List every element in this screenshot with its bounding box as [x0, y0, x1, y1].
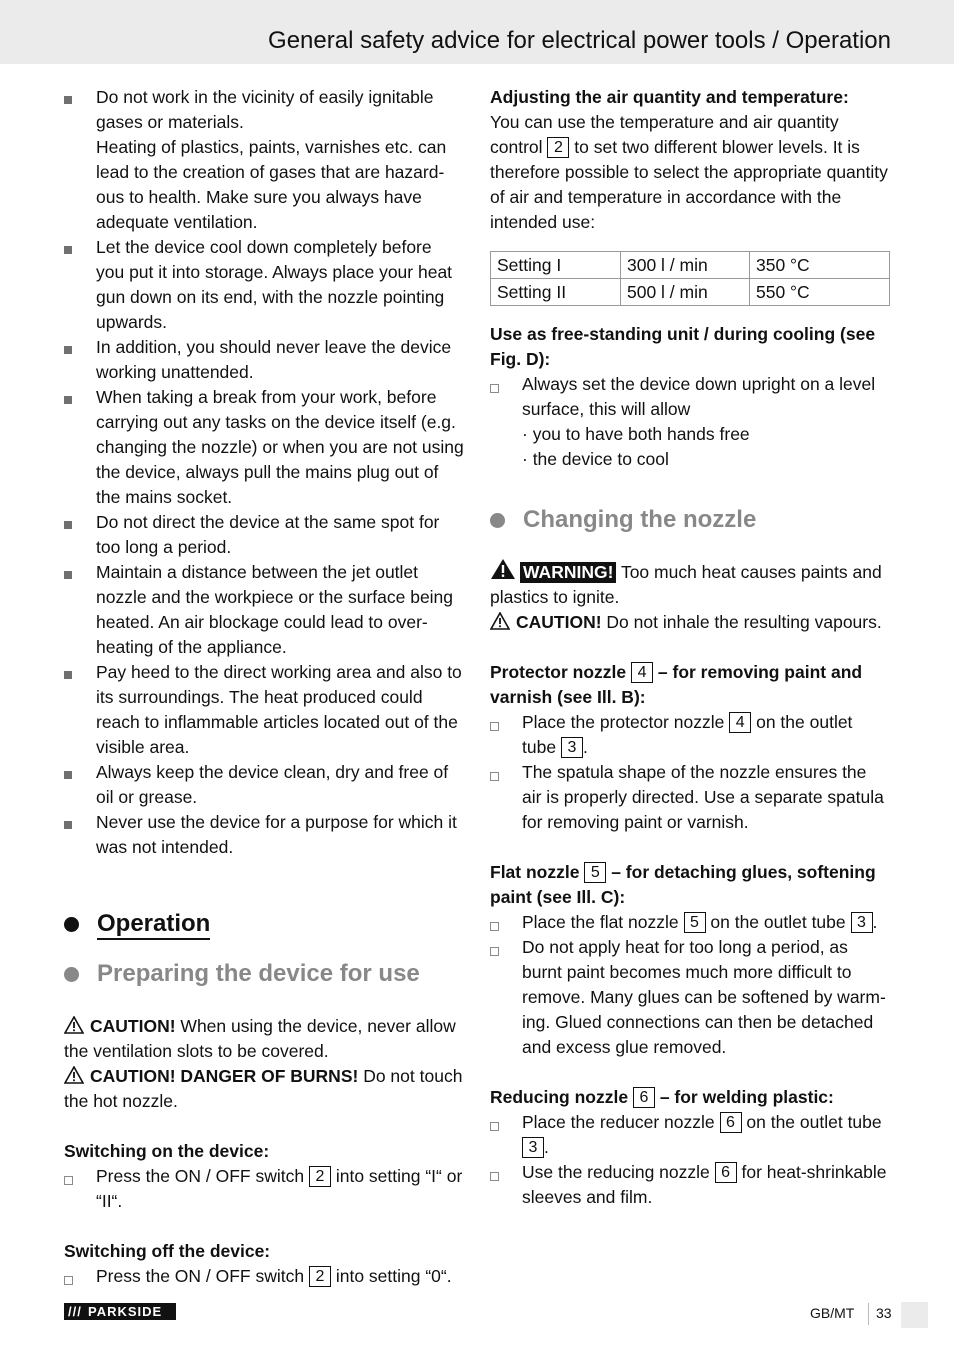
list-item: The spatula shape of the nozzle ensures the air is properly directed. Use a separate spatula for removing paint or varnish. [490, 760, 890, 835]
logo-stripes-icon: /// [68, 1304, 82, 1319]
changing-nozzle-heading: Changing the nozzle [490, 495, 890, 545]
table-row: Setting II 500 l / min 550 °C [491, 279, 890, 306]
brand-logo: /// PARKSIDE [64, 1303, 176, 1320]
ref-box: 6 [715, 1162, 737, 1183]
footer-language: GB/MT [810, 1305, 855, 1321]
footer-divider [868, 1303, 869, 1325]
list-item: Maintain a distance between the jet outlet nozzle and the workpiece or the surface being heated. An air blockage could lead to over-heating of the appliance. [64, 560, 464, 660]
list-item: Never use the device for a purpose for which it was not intended. [64, 810, 464, 860]
preparing-heading: Preparing the device for use [64, 949, 464, 999]
list-item: Always keep the device clean, dry and free of oil or grease. [64, 760, 464, 810]
caution-ventilation: CAUTION! When using the device, never allow the ventilation slots to be covered. [64, 1016, 456, 1061]
ref-box: 5 [684, 912, 706, 933]
page-title: General safety advice for electrical power tools / Operation [268, 27, 891, 54]
list-item: Do not apply heat for too long a period, as burnt paint becomes much more difficult to remove. Many glues can be softened by warm-ing. Glued connections can then be detached and excess glue removed. [490, 935, 890, 1060]
list-item: Let the device cool down completely before you put it into storage. Always place your heat gun down on its end, with the nozzle pointing upwards. [64, 235, 464, 335]
list-item: Always set the device down upright on a level surface, this will allow · you to have both hands free · the device to cool [490, 372, 890, 472]
page-header [0, 0, 954, 64]
list-item: Do not direct the device at the same spot for too long a period. [64, 510, 464, 560]
warning-label: WARNING! [520, 562, 616, 583]
left-column [64, 85, 464, 1289]
flat-heading: Flat nozzle 5 – for detaching glues, softening paint (see Ill. C): [490, 862, 876, 907]
safety-list [64, 85, 464, 860]
ref-box: 3 [522, 1137, 544, 1158]
ref-box: 6 [720, 1112, 742, 1133]
list-item: Use the reducing nozzle 6 for heat-shrinkable sleeves and film. [490, 1160, 890, 1210]
adjust-text: You can use the temperature and air quantity control 2 to set two different blower levels. It is therefore possible to select the appropriate quantity of air and temperature in accordance with the intended use: [490, 112, 888, 232]
switch-on-heading: Switching on the device: [64, 1141, 270, 1161]
switch-off-heading: Switching off the device: [64, 1241, 271, 1261]
list-item: Place the reducer nozzle 6 on the outlet tube 3 . [490, 1110, 890, 1160]
warning-triangle-icon [64, 1016, 84, 1034]
right-column [490, 85, 890, 1210]
freestanding-heading: Use as free-standing unit / during cooling (see Fig. D): [490, 324, 876, 369]
table-row: Setting I 300 l / min 350 °C [491, 252, 890, 279]
warning-heat: WARNING! Too much heat causes paints and plastics to ignite. [490, 558, 890, 610]
list-item: Press the ON / OFF switch 2 into setting “0“. [64, 1264, 464, 1289]
protector-heading: Protector nozzle 4 – for removing paint and varnish (see Ill. B): [490, 662, 863, 707]
list-item: When taking a break from your work, before carrying out any tasks on the device itself (e.g. changing the nozzle) or when you are not using the device, always pull the mains plug out of the mains socket. [64, 385, 464, 510]
reducing-heading: Reducing nozzle 6 – for welding plastic: [490, 1087, 834, 1107]
caution-burns: CAUTION! DANGER OF BURNS! Do not touch the hot nozzle. [64, 1066, 463, 1111]
ref-box: 4 [729, 712, 751, 733]
settings-table [490, 251, 890, 306]
page-number: 33 [876, 1305, 892, 1321]
ref-box: 4 [631, 662, 653, 683]
ref-box: 3 [561, 737, 583, 758]
ref-box: 2 [547, 137, 569, 158]
ref-box: 6 [633, 1087, 655, 1108]
list-item: Do not work in the vicinity of easily ignitable gases or materials. Heating of plastics, paints, varnishes etc. can lead to the creation of gases that are hazard-ous to health. Make sure you always have adequate ventilation. [64, 85, 464, 235]
page-tab-marker [901, 1302, 928, 1328]
adjust-heading: Adjusting the air quantity and temperature: [490, 87, 849, 107]
ref-box: 2 [309, 1166, 331, 1187]
ref-box: 2 [309, 1266, 331, 1287]
warning-triangle-icon [490, 612, 510, 630]
list-item: Place the flat nozzle 5 on the outlet tube 3 . [490, 910, 890, 935]
list-item: Pay heed to the direct working area and also to its surroundings. The heat produced could reach to inflammable articles located out of the visible area. [64, 660, 464, 760]
ref-box: 5 [584, 862, 606, 883]
ref-box: 3 [851, 912, 873, 933]
operation-heading: Operation [64, 899, 464, 949]
warning-triangle-icon [490, 558, 516, 580]
warning-triangle-icon [64, 1066, 84, 1084]
caution-vapours: CAUTION! Do not inhale the resulting vapours. [490, 610, 890, 635]
list-item: Place the protector nozzle 4 on the outlet tube 3 . [490, 710, 890, 760]
list-item: Press the ON / OFF switch 2 into setting “I“ or “II“. [64, 1164, 464, 1214]
list-item: In addition, you should never leave the device working unattended. [64, 335, 464, 385]
